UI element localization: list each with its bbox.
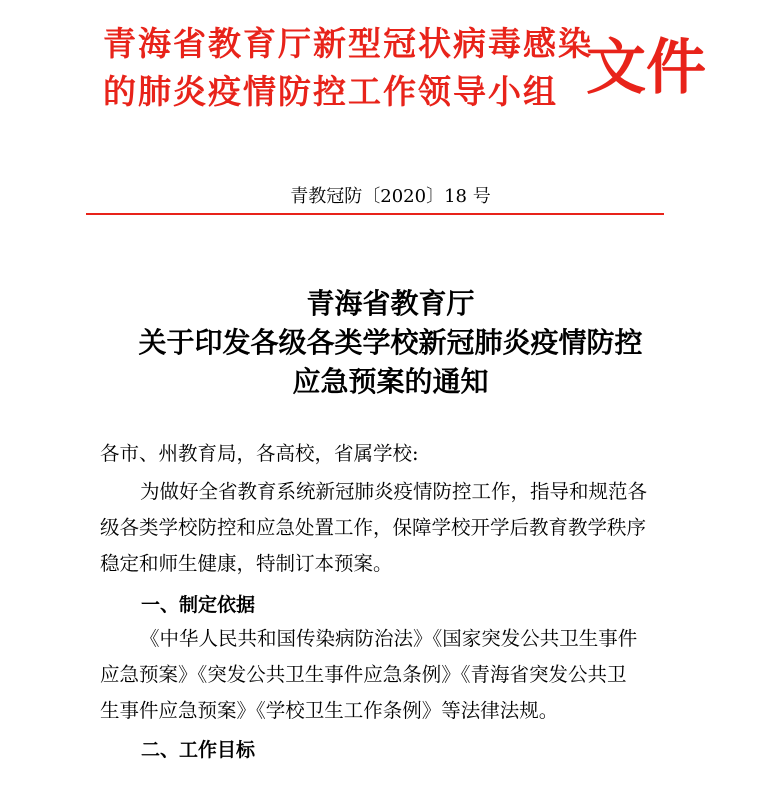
issuer-name-line-1: 青海省教育厅新型冠状病毒感染	[103, 24, 593, 63]
issuer-name	[103, 20, 593, 116]
notice-title-line-3: 应急预案的通知	[292, 365, 489, 398]
salutation: 各市、州教育局，各高校，省属学校:	[100, 442, 419, 465]
document-label: 文件	[586, 33, 706, 103]
section-heading-objectives: 二、工作目标	[141, 739, 256, 761]
section-heading-basis: 一、制定依据	[141, 594, 256, 616]
intro-line: 稳定和师生健康，特制订本预案。	[100, 552, 393, 575]
document-number: 青教冠防〔2020〕18 号	[290, 186, 491, 207]
basis-line: 生事件应急预案》《学校卫生工作条例》等法律法规。	[100, 699, 559, 722]
basis-line: 《中华人民共和国传染病防治法》《国家突发公共卫生事件	[140, 627, 638, 650]
notice-title-line-2: 关于印发各级各类学校新冠肺炎疫情防控	[138, 326, 643, 359]
notice-title-line-1: 青海省教育厅	[306, 287, 475, 320]
intro-paragraph	[100, 474, 720, 582]
intro-line: 为做好全省教育系统新冠肺炎疫情防控工作，指导和规范各	[140, 480, 648, 503]
basis-paragraph	[100, 621, 720, 729]
issuer-name-line-2: 的肺炎疫情防控工作领导小组	[103, 72, 558, 111]
basis-line: 应急预案》《突发公共卫生事件应急条例》《青海省突发公共卫	[100, 663, 627, 686]
red-divider-line	[86, 213, 664, 215]
notice-title	[0, 284, 781, 401]
intro-line: 级各类学校防控和应急处置工作，保障学校开学后教育教学秩序	[100, 516, 647, 539]
